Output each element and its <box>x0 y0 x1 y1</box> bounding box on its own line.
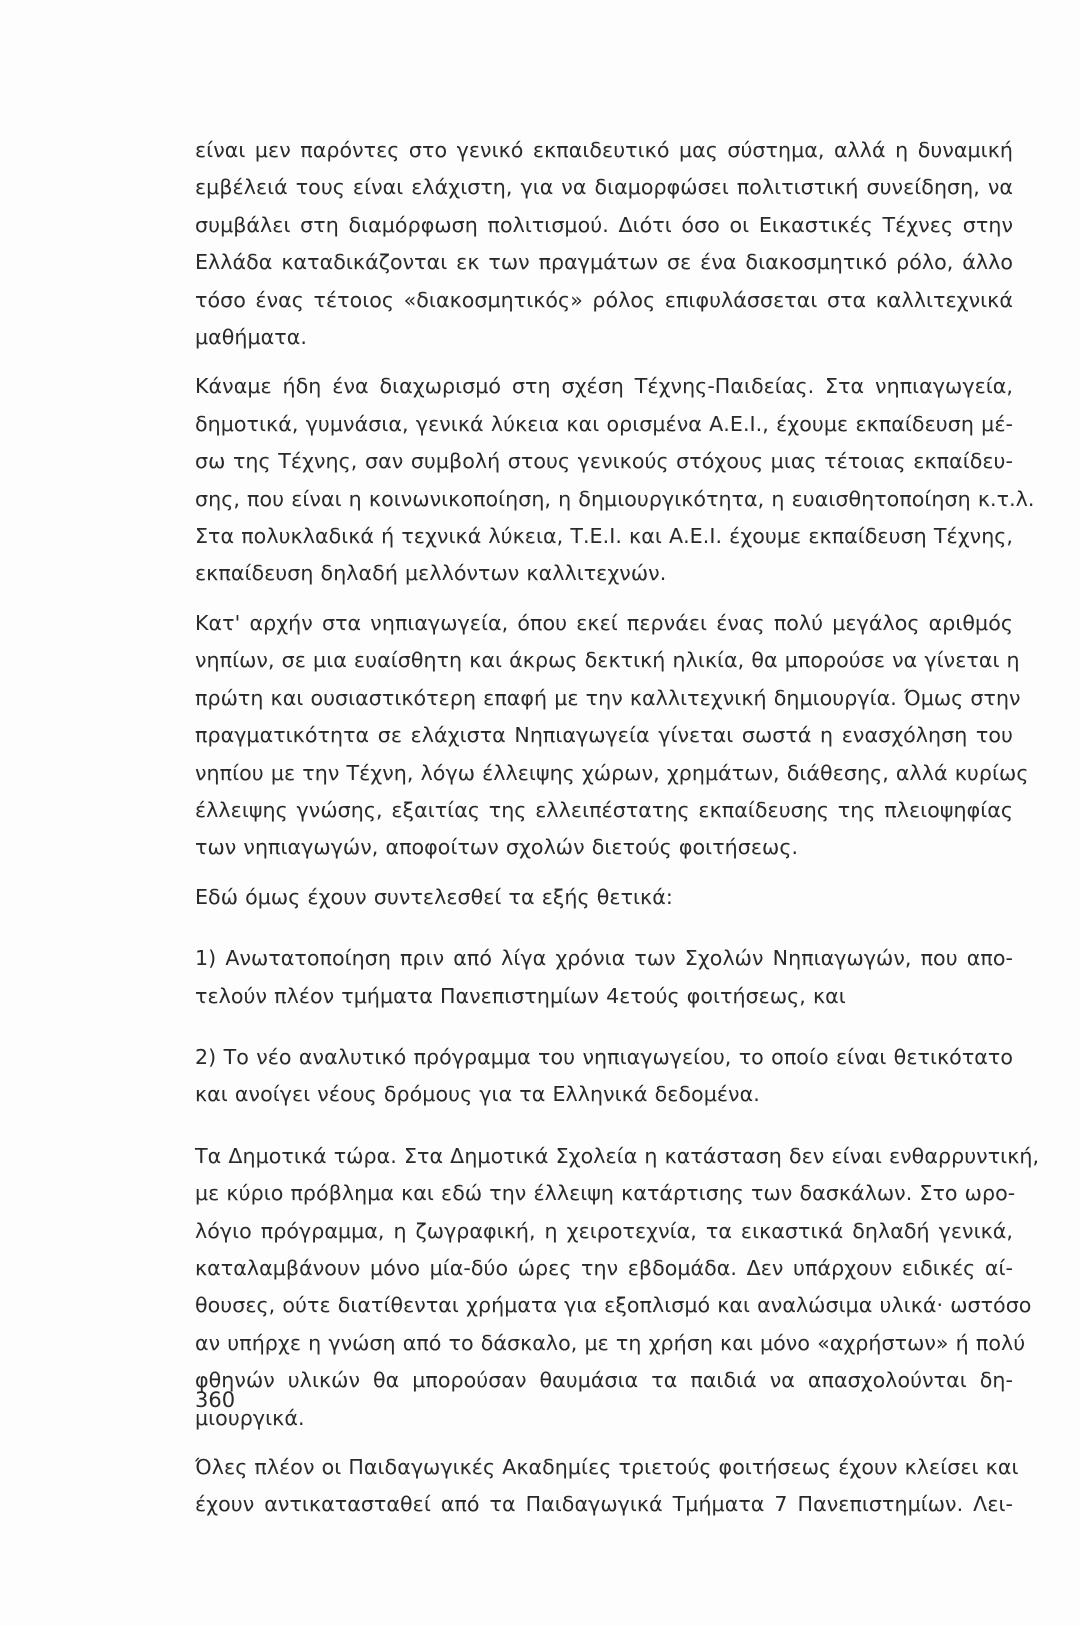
list-item-1 <box>195 940 1013 1015</box>
text-line: νηπίων, σε μια ευαίσθητη και άκρως δεκτική ηλικία, θα μπορούσε να γίνεται η <box>195 648 1020 673</box>
text-line: φθηνών υλικών θα μπορούσαν θαυμάσια τα παιδιά να απασχολούνται δη- <box>195 1368 1013 1393</box>
text-line: Κάναμε ήδη ένα διαχωρισμό στη σχέση Τέχνης-Παιδείας. Στα νηπιαγωγεία, <box>195 374 1013 399</box>
text-line: 1) Ανωτατοποίηση πριν από λίγα χρόνια των Σχολών Νηπιαγωγών, που απο- <box>195 946 1013 971</box>
text-line: σω της Τέχνης, σαν συμβολή στους γενικούς στόχους μιας τέτοιας εκπαίδευ- <box>195 449 1013 474</box>
text-line: θουσες, ούτε διατίθενται χρήματα για εξοπλισμό και αναλώσιμα υλικά· ωστόσο <box>195 1293 1032 1318</box>
text-line: δημοτικά, γυμνάσια, γενικά λύκεια και ορισμένα Α.Ε.Ι., έχουμε εκπαίδευση μέ- <box>195 411 1013 436</box>
paragraph-6 <box>195 1449 1019 1524</box>
text-line: μαθήματα. <box>195 325 307 350</box>
text-line: και ανοίγει νέους δρόμους για τα Ελληνικά δεδομένα. <box>195 1082 760 1107</box>
paragraph-5 <box>195 1138 1040 1437</box>
text-line: πρώτη και ουσιαστικότερη επαφή με την καλλιτεχνική δημιουργία. Όμως στην <box>195 685 1021 710</box>
text-line: 2) Το νέο αναλυτικό πρόγραμμα του νηπιαγωγείου, το οποίο είναι θετικότατο <box>195 1044 1013 1069</box>
text-line: εμβέλειά τους είναι ελάχιστη, για να διαμορφώσει πολιτιστική συνείδηση, να <box>195 175 1013 200</box>
text-line: καταλαμβάνουν μόνο μία-δύο ώρες την εβδομάδα. Δεν υπάρχουν ειδικές αί- <box>195 1255 1013 1280</box>
text-line: αν υπήρχε η γνώση από το δάσκαλο, με τη χρήση και μόνο «αχρήστων» ή πολύ <box>195 1330 1026 1355</box>
text-line: έχουν αντικατασταθεί από τα Παιδαγωγικά Τμήματα 7 Πανεπιστημίων. Λει- <box>195 1492 1013 1517</box>
text-line: έλλειψης γνώσης, εξαιτίας της ελλειπέστατης εκπαίδευσης της πλειοψηφίας <box>195 797 1013 822</box>
text-line: τόσο ένας τέτοιος «διακοσμητικός» ρόλος επιφυλάσσεται στα καλλιτεχνικά <box>195 287 1013 312</box>
text-line: Στα πολυκλαδικά ή τεχνικά λύκεια, Τ.Ε.Ι. και Α.Ε.Ι. έχουμε εκπαίδευση Τέχνης, <box>195 524 1014 549</box>
paragraph-1 <box>195 132 1013 356</box>
text-line: Τα Δημοτικά τώρα. Στα Δημοτικά Σχολεία η κατάσταση δεν είναι ενθαρρυντική, <box>195 1143 1040 1168</box>
paragraph-4 <box>195 879 1013 916</box>
text-line: σης, που είναι η κοινωνικοποίηση, η δημιουργικότητα, η ευαισθητοποίηση κ.τ.λ. <box>195 486 1035 511</box>
text-line: μιουργικά. <box>195 1405 305 1430</box>
paragraph-3 <box>195 605 1029 867</box>
page-number: 360 <box>195 1388 236 1412</box>
text-line: Όλες πλέον οι Παιδαγωγικές Ακαδημίες τριετούς φοιτήσεως έχουν κλείσει και <box>195 1455 1019 1479</box>
paragraph-2 <box>195 368 1035 592</box>
text-line: πραγματικότητα σε ελάχιστα Νηπιαγωγεία γίνεται σωστά η ενασχόληση του <box>195 723 1013 748</box>
page-body <box>195 132 1040 1524</box>
text-line: Ελλάδα καταδικάζονται εκ των πραγμάτων σε ένα διακοσμητικό ρόλο, άλλο <box>195 250 1013 275</box>
text-line: είναι μεν παρόντες στο γενικό εκπαιδευτικό μας σύστημα, αλλά η δυναμική <box>195 138 1013 162</box>
text-line: Εδώ όμως έχουν συντελεσθεί τα εξής θετικά: <box>195 884 673 909</box>
text-line: Κατ' αρχήν στα νηπιαγωγεία, όπου εκεί περνάει ένας πολύ μεγάλος αριθμός <box>195 610 1013 635</box>
text-line: νηπίου με την Τέχνη, λόγω έλλειψης χώρων, χρημάτων, διάθεσης, αλλά κυρίως <box>195 760 1029 785</box>
text-line: λόγιο πρόγραμμα, η ζωγραφική, η χειροτεχνία, τα εικαστικά δηλαδή γενικά, <box>195 1218 1013 1243</box>
text-line: τελούν πλέον τμήματα Πανεπιστημίων 4ετούς φοιτήσεως, και <box>195 983 846 1008</box>
list-item-2 <box>195 1039 1013 1114</box>
text-line: με κύριο πρόβλημα και εδώ την έλλειψη κατάρτισης των δασκάλων. Στο ωρο- <box>195 1181 1016 1206</box>
text-line: συμβάλει στη διαμόρφωση πολιτισμού. Διότι όσο οι Εικαστικές Τέχνες στην <box>195 212 1013 237</box>
text-line: των νηπιαγωγών, αποφοίτων σχολών διετούς φοιτήσεως. <box>195 835 799 860</box>
text-line: εκπαίδευση δηλαδή μελλόντων καλλιτεχνών. <box>195 561 667 586</box>
